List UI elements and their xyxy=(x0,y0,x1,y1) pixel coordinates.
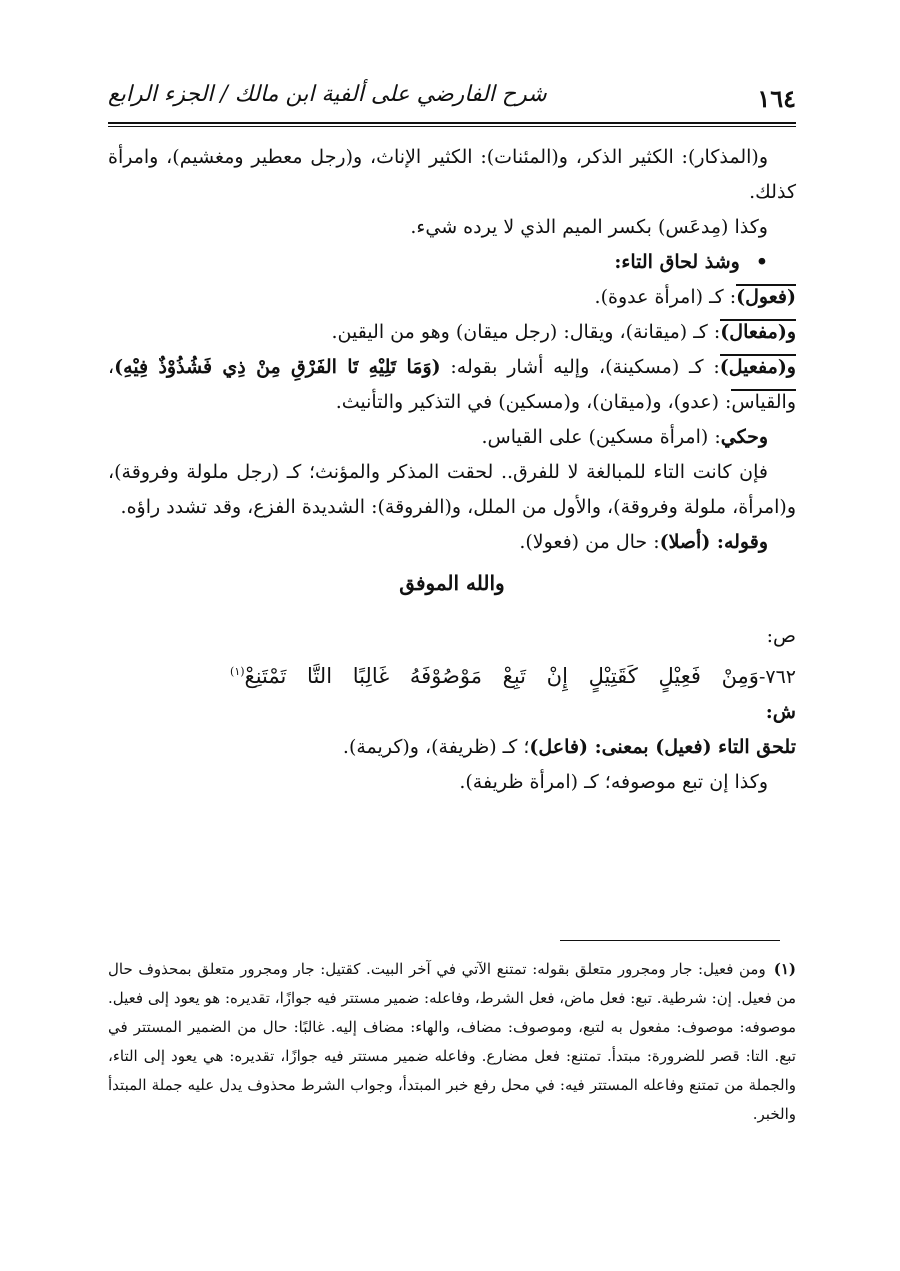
header-divider xyxy=(108,126,796,127)
paragraph-hukiya xyxy=(108,420,796,455)
term-fauul: (فعول) xyxy=(736,286,796,308)
paragraph-fain: فإن كانت التاء للمبالغة لا للفرق.. لحقت المذكر والمؤنث؛ كـ (رجل ملولة وفروقة)، و(امرأة، ملولة وفروقة)، والأول من الملل، و(الفروقة): الشديدة الفزع، وقد تشدد راؤه. xyxy=(108,461,796,518)
paragraph-mudhkar: و(المذكار): الكثير الذكر، و(المئنات): الكثير الإناث، و(رجل معطير ومغشيم)، وامرأة كذلك. xyxy=(108,146,796,203)
bullet-heading xyxy=(108,245,796,280)
text-qawluh: : حال من (فعولا). xyxy=(519,531,660,553)
paragraph-fauul xyxy=(108,280,796,315)
shin-label: ش: xyxy=(765,701,796,723)
footnote-number: (١) xyxy=(773,960,796,978)
bullet-text: وشذ لحاق التاء: xyxy=(614,251,740,273)
main-text xyxy=(108,140,796,800)
sad-label: ص: xyxy=(766,625,796,647)
page-header xyxy=(108,78,796,124)
footnote-1 xyxy=(108,955,796,1129)
quote-alfiya: (وَمَا تَلِيْهِ تَا الفَرْقِ مِنْ ذِي فَشُذُوْذٌ فِيْهِ) xyxy=(114,356,441,378)
verse-text: وَمِنْ فَعِيْلٍ كَقَتِيْلٍ إِنْ تَبِعْ مَوْصُوْفَهُ غَالِبًا التَّا تَمْتَنِعْ xyxy=(244,664,759,688)
footnote-section xyxy=(108,955,796,1129)
page-number: ١٦٤ xyxy=(757,84,796,113)
footnote-divider xyxy=(560,940,780,941)
closing-phrase: والله الموفق xyxy=(399,571,505,595)
paragraph-midas: وكذا (مِدعَس) بكسر الميم الذي لا يرده شيء. xyxy=(410,216,768,238)
paragraph-mifal xyxy=(108,315,796,350)
term-qawluh: وقوله: (أصلا) xyxy=(659,531,768,553)
paragraph-mifil xyxy=(108,350,796,420)
footnote-text: ومن فعيل: جار ومجرور متعلق بقوله: تمتنع الآتي في آخر البيت. كقتيل: جار ومجرور متعلق بمحذوف حال من فعيل. إن: شرطية. تبع: فعل ماض، فعل الشرط، وفاعله: ضمير مستتر فيه جوازًا، تقديره: هو يعود إلى فعيل. موصوفه: موصوف: مفعول به لتبع، وموصوف: مضاف، والهاء: مضاف إليه. غالبًا: حال من الضمير المستتر في تبع. التا: قصر للضرورة: مبتدأ. تمتنع: فعل مضارع. وفاعله ضمير مستتر فيه جوازًا، تقديره: هي يعود إلى التاء، والجملة من تمتنع وفاعله المستتر فيه: في محل رفع خبر المبتدأ، وجواب الشرط محذوف يدل عليه جملة المبتدأ والخبر. xyxy=(108,960,796,1123)
text-fauul: : كـ (امرأة عدوة). xyxy=(594,286,737,308)
verse-footnote-ref[interactable]: (١) xyxy=(230,665,245,678)
term-qiyas: والقياس xyxy=(731,391,796,413)
running-title: شرح الفارضي على ألفية ابن مالك / الجزء الرابع xyxy=(108,82,547,107)
term-tulhaq: تلحق التاء (فعيل) بمعنى: (فاعل) xyxy=(529,736,796,758)
paragraph-qawluh xyxy=(108,525,796,560)
paragraph-tulhaq xyxy=(108,730,796,765)
text-tulhaq: ؛ كـ (ظريفة)، و(كريمة). xyxy=(342,736,530,758)
verse-number: ٧٦٢- xyxy=(758,666,796,688)
text-qiyas: : (عدو)، و(ميقان)، و(مسكين) في التذكير والتأنيث. xyxy=(335,391,732,413)
verse-line xyxy=(108,654,796,695)
term-hukiya: وحكي xyxy=(720,426,768,448)
text-hukiya: : (امرأة مسكين) على القياس. xyxy=(481,426,721,448)
text-mifal: : كـ (ميقانة)، ويقال: (رجل ميقان) وهو من اليقين. xyxy=(331,321,721,343)
separator: ، xyxy=(108,356,115,378)
paragraph-kadha: وكذا إن تبع موصوفه؛ كـ (امرأة ظريفة). xyxy=(459,771,768,793)
term-mifal: و(مفعال) xyxy=(720,321,796,343)
text-mifil: : كـ (مسكينة)، وإليه أشار بقوله: xyxy=(440,356,720,378)
bullet-icon: • xyxy=(755,251,768,273)
term-mifil: و(مفعيل) xyxy=(719,356,796,378)
